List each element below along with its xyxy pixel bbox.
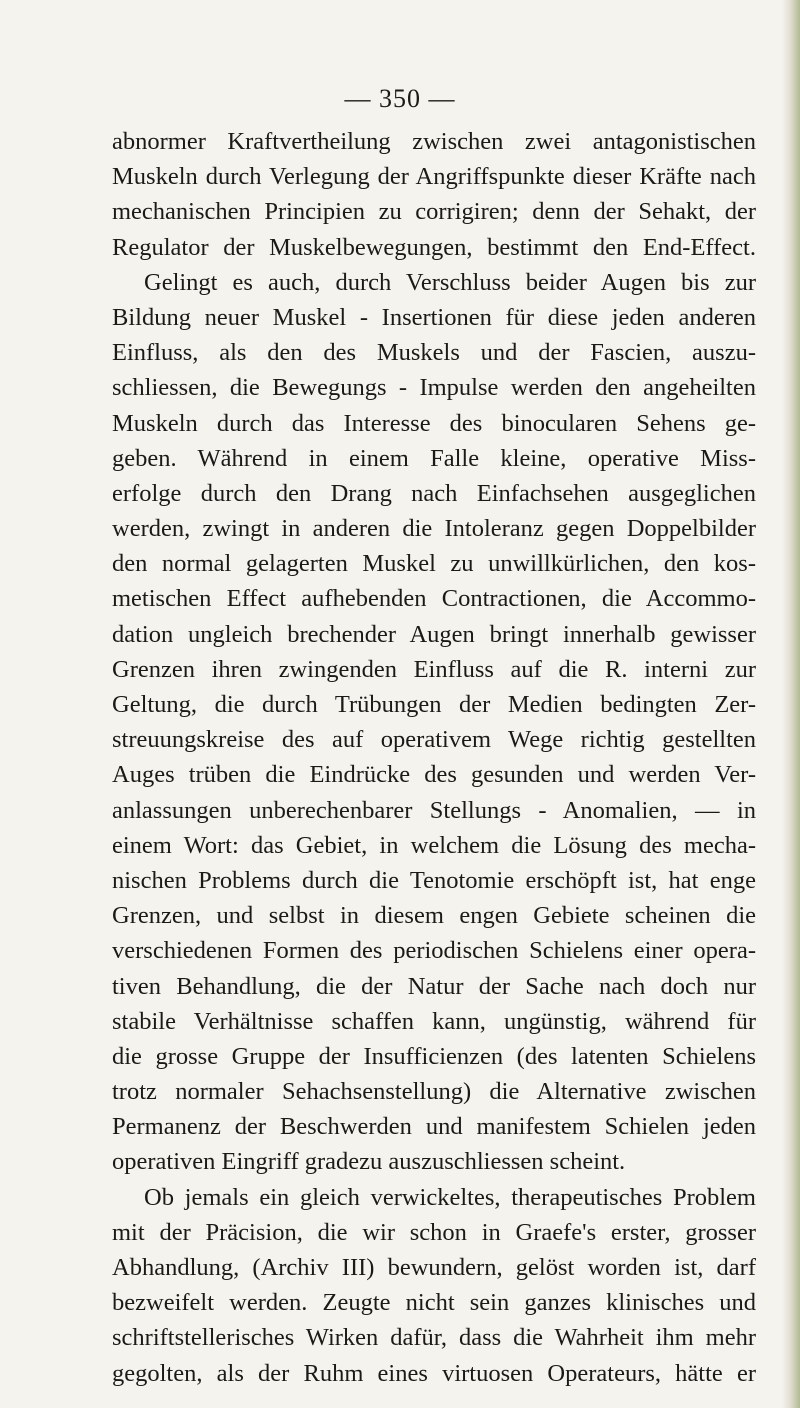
text-line: operativen Eingriff gradezu auszuschliessen scheint. [112, 1148, 626, 1176]
text-line: Permanenz der Beschwerden und manifestem Schielen jeden [112, 1113, 756, 1141]
text-line: mit der Präcision, die wir schon in Graefe's erster, grosser [112, 1218, 756, 1246]
page-edge-shadow [782, 0, 800, 1408]
text-line: einem Wort: das Gebiet, in welchem die Lösung des mecha- [112, 831, 756, 859]
text-line: bezweifelt werden. Zeugte nicht sein ganzes klinisches und [112, 1289, 756, 1317]
text-line: Gelingt es auch, durch Verschluss beider Augen bis zur [144, 268, 756, 296]
text-line: stabile Verhältnisse schaffen kann, ungünstig, während für [112, 1007, 756, 1035]
text-line: tiven Behandlung, die der Natur der Sache nach doch nur [112, 972, 756, 1000]
text-line: Grenzen ihren zwingenden Einfluss auf die R. interni zur [112, 655, 756, 683]
text-line: abnormer Kraftvertheilung zwischen zwei antagonistischen [112, 128, 756, 155]
text-line: Ob jemals ein gleich verwickeltes, therapeutisches Problem [144, 1183, 756, 1211]
text-line: metischen Effect aufhebenden Contractionen, die Accommo- [112, 585, 756, 613]
text-line: schliessen, die Bewegungs - Impulse werden den angeheilten [112, 374, 756, 402]
text-line: werden, zwingt in anderen die Intoleranz gegen Doppelbilder [112, 515, 756, 543]
text-line: Muskeln durch das Interesse des binocularen Sehens ge- [112, 409, 756, 437]
text-line: trotz normaler Sehachsenstellung) die Alternative zwischen [112, 1078, 756, 1106]
text-line: anlassungen unberechenbarer Stellungs - Anomalien, — in [112, 796, 756, 824]
text-line: geben. Während in einem Falle kleine, operative Miss- [112, 444, 756, 472]
text-line: mechanischen Principien zu corrigiren; denn der Sehakt, der [112, 198, 756, 226]
page-number: — 350 — [344, 84, 456, 113]
text-line: Geltung, die durch Trübungen der Medien bedingten Zer- [112, 691, 756, 718]
text-line: Regulator der Muskelbewegungen, bestimmt den End-Effect. [112, 233, 756, 261]
text-line: dation ungleich brechender Augen bringt innerhalb gewisser [112, 620, 756, 648]
text-line: Auges trüben die Eindrücke des gesunden und werden Ver- [112, 761, 756, 789]
text-line: gegolten, als der Ruhm eines virtuosen Operateurs, hätte er [112, 1359, 756, 1387]
body-text [112, 124, 756, 1391]
text-line: Abhandlung, (Archiv III) bewundern, gelöst worden ist, darf [112, 1254, 756, 1281]
text-line: Einfluss, als den des Muskels und der Fascien, auszu- [112, 339, 756, 367]
text-line: erfolge durch den Drang nach Einfachsehen ausgeglichen [112, 479, 756, 507]
text-line: streuungskreise des auf operativem Wege richtig gestellten [112, 726, 756, 754]
text-line: Grenzen, und selbst in diesem engen Gebiete scheinen die [112, 902, 756, 930]
text-line: Bildung neuer Muskel - Insertionen für diese jeden anderen [112, 303, 756, 331]
text-line: Muskeln durch Verlegung der Angriffspunkte dieser Kräfte nach [112, 163, 756, 191]
text-line: schriftstellerisches Wirken dafür, dass die Wahrheit ihm mehr [112, 1324, 756, 1352]
text-line: verschiedenen Formen des periodischen Schielens einer opera- [112, 937, 756, 965]
text-line: den normal gelagerten Muskel zu unwillkürlichen, den kos- [112, 550, 756, 578]
text-line: nischen Problems durch die Tenotomie erschöpft ist, hat enge [112, 866, 756, 894]
text-line: die grosse Gruppe der Insufficienzen (des latenten Schielens [112, 1042, 756, 1070]
